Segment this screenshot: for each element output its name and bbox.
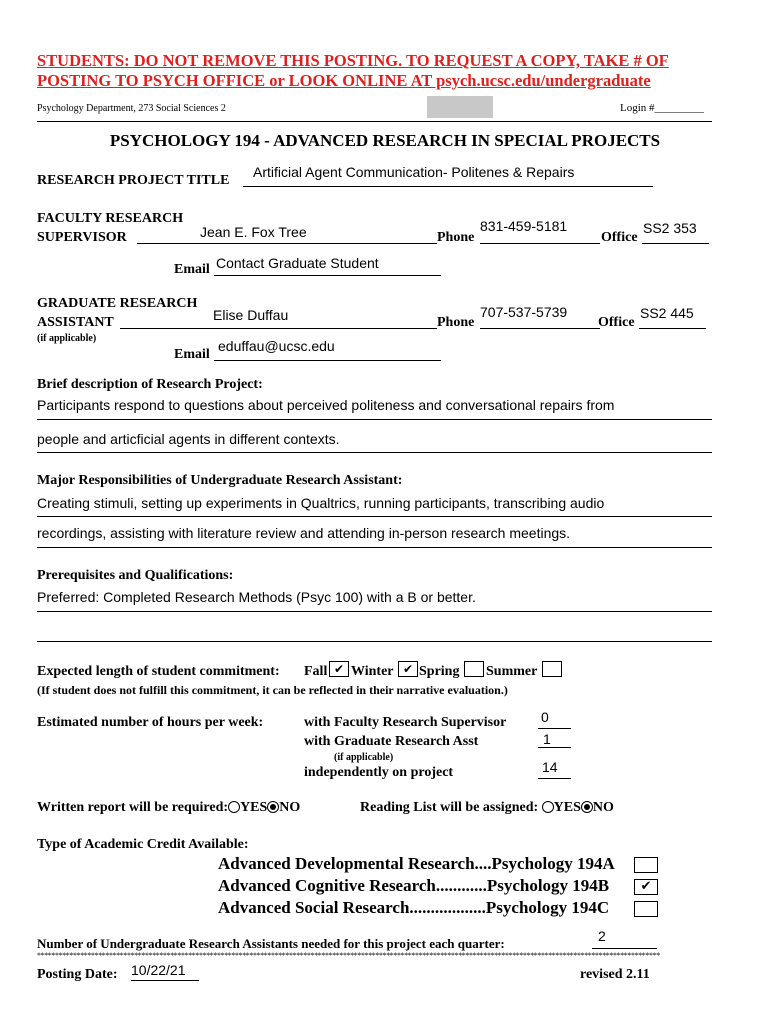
assistant-phone[interactable]: 707-537-5739 [480, 304, 568, 320]
reading-list-row [360, 800, 614, 816]
faculty-hours-label: with Faculty Research Supervisor [304, 715, 507, 730]
grad-hours-value[interactable]: 1 [543, 731, 551, 747]
supervisor-office-line [642, 243, 709, 244]
grad-assistant-label-1: GRADUATE RESEARCH [37, 296, 198, 311]
department-address: Psychology Department, 273 Social Sciences 2 [37, 103, 226, 114]
supervisor-phone-label: Phone [437, 230, 475, 245]
written-report-label: Written report will be required: [37, 800, 229, 815]
credit-194a-checkbox[interactable] [634, 857, 658, 873]
project-title-value[interactable]: Artificial Agent Communication- Politenes & Repairs [253, 164, 575, 180]
grad-hours-line [538, 747, 571, 748]
written-report-no-label: NO [279, 800, 301, 815]
commitment-label: Expected length of student commitment: [37, 664, 280, 679]
assistant-office-line [639, 328, 706, 329]
assistants-needed-line [592, 948, 657, 949]
responsibilities-rule-1 [37, 516, 712, 517]
written-report-no-radio[interactable] [267, 801, 279, 813]
assistant-office[interactable]: SS2 445 [640, 305, 694, 321]
notice-line-2: POSTING TO PSYCH OFFICE or LOOK ONLINE AT psych.ucsc.edu/undergraduate [37, 71, 651, 90]
independent-hours-value[interactable]: 14 [542, 759, 558, 775]
description-line-1[interactable]: Participants respond to questions about perceived politeness and conversational repairs from [37, 397, 615, 413]
credit-option-194c: Advanced Social Research..................Psychology 194C [218, 898, 610, 917]
prerequisites-rule-2 [37, 641, 712, 642]
assistant-email-label: Email [174, 347, 210, 362]
written-report-yes-label: YES [240, 800, 268, 815]
posting-date-value[interactable]: 10/22/21 [131, 962, 186, 978]
notice-line-1: STUDENTS: DO NOT REMOVE THIS POSTING. TO REQUEST A COPY, TAKE # OF [37, 51, 669, 70]
supervisor-name-line [137, 243, 437, 244]
grad-assistant-label-2: ASSISTANT [37, 315, 114, 330]
summer-checkbox[interactable] [542, 661, 562, 677]
description-label: Brief description of Research Project: [37, 377, 263, 392]
assistants-needed-value[interactable]: 2 [598, 928, 606, 944]
assistant-phone-label: Phone [437, 315, 475, 330]
header-rule [37, 121, 712, 122]
supervisor-email[interactable]: Contact Graduate Student [216, 255, 379, 271]
responsibilities-rule-2 [37, 547, 712, 548]
independent-hours-label: independently on project [304, 765, 454, 780]
winter-checkbox[interactable]: ✔ [398, 661, 418, 677]
assistant-email[interactable]: eduffau@ucsc.edu [218, 338, 335, 354]
written-report-row [37, 800, 300, 816]
supervisor-phone[interactable]: 831-459-5181 [480, 218, 568, 234]
faculty-hours-value[interactable]: 0 [541, 709, 549, 725]
summer-label: Summer [486, 664, 538, 679]
description-line-2[interactable]: people and articficial agents in different contexts. [37, 431, 340, 447]
prerequisites-label: Prerequisites and Qualifications: [37, 568, 234, 583]
supervisor-office[interactable]: SS2 353 [643, 220, 697, 236]
login-number: Login #_________ [620, 102, 705, 114]
faculty-supervisor-label-2: SUPERVISOR [37, 230, 127, 245]
description-rule-2 [37, 452, 712, 453]
fall-label: Fall [304, 664, 328, 679]
credit-option-194b: Advanced Cognitive Research............Psychology 194B [218, 876, 610, 895]
hours-label: Estimated number of hours per week: [37, 715, 264, 730]
project-title-label: RESEARCH PROJECT TITLE [37, 173, 230, 188]
responsibilities-line-2[interactable]: recordings, assisting with literature review and attending in-person research meetings. [37, 525, 571, 541]
independent-hours-line [538, 778, 571, 779]
supervisor-office-label: Office [601, 230, 638, 245]
redaction-box [427, 96, 493, 118]
description-rule-1 [37, 419, 712, 420]
credit-label: Type of Academic Credit Available: [37, 837, 249, 852]
faculty-supervisor-label-1: FACULTY RESEARCH [37, 211, 184, 226]
assistant-phone-line [480, 328, 600, 329]
reading-list-no-label: NO [592, 800, 614, 815]
commitment-note: (If student does not fulfill this commitment, it can be reflected in their narrative evaluation.) [37, 683, 508, 697]
supervisor-email-label: Email [174, 262, 210, 277]
assistant-name-line [120, 328, 437, 329]
grad-hours-note: (if applicable) [334, 752, 394, 763]
supervisor-phone-line [480, 243, 600, 244]
stars-divider: ***************************************************************************************************************************************************************************** [37, 951, 660, 960]
reading-list-yes-label: YES [553, 800, 581, 815]
reading-list-yes-radio[interactable] [542, 801, 554, 813]
spring-checkbox[interactable] [464, 661, 484, 677]
assistant-office-label: Office [598, 315, 635, 330]
credit-194b-checkbox[interactable]: ✔ [634, 879, 658, 895]
fall-checkbox[interactable]: ✔ [329, 661, 349, 677]
prerequisites-line-1[interactable]: Preferred: Completed Research Methods (Psyc 100) with a B or better. [37, 589, 476, 605]
winter-label: Winter [351, 664, 394, 679]
assistant-email-line [214, 360, 441, 361]
reading-list-label: Reading List will be assigned: [360, 800, 539, 815]
assistant-name[interactable]: Elise Duffau [213, 307, 289, 323]
reading-list-no-radio[interactable] [581, 801, 593, 813]
revision-label: revised 2.11 [580, 967, 650, 982]
responsibilities-line-1[interactable]: Creating stimuli, setting up experiments in Qualtrics, running participants, transcribing audio [37, 495, 605, 511]
grad-hours-label: with Graduate Research Asst [304, 734, 479, 749]
supervisor-name[interactable]: Jean E. Fox Tree [200, 224, 307, 240]
assistants-needed-label: Number of Undergraduate Research Assistants needed for this project each quarter: [37, 936, 505, 951]
credit-194c-checkbox[interactable] [634, 901, 658, 917]
supervisor-email-line [214, 275, 441, 276]
project-title-line [243, 186, 653, 187]
prerequisites-rule-1 [37, 611, 712, 612]
spring-label: Spring [419, 664, 460, 679]
faculty-hours-line [538, 728, 571, 729]
posting-date-line [131, 980, 199, 981]
grad-assistant-note: (if applicable) [37, 333, 97, 344]
page-title: PSYCHOLOGY 194 - ADVANCED RESEARCH IN SPECIAL PROJECTS [109, 131, 661, 150]
written-report-yes-radio[interactable] [228, 801, 240, 813]
responsibilities-label: Major Responsibilities of Undergraduate Research Assistant: [37, 473, 403, 488]
posting-date-label: Posting Date: [37, 967, 118, 982]
credit-option-194a: Advanced Developmental Research....Psychology 194A [218, 854, 615, 873]
